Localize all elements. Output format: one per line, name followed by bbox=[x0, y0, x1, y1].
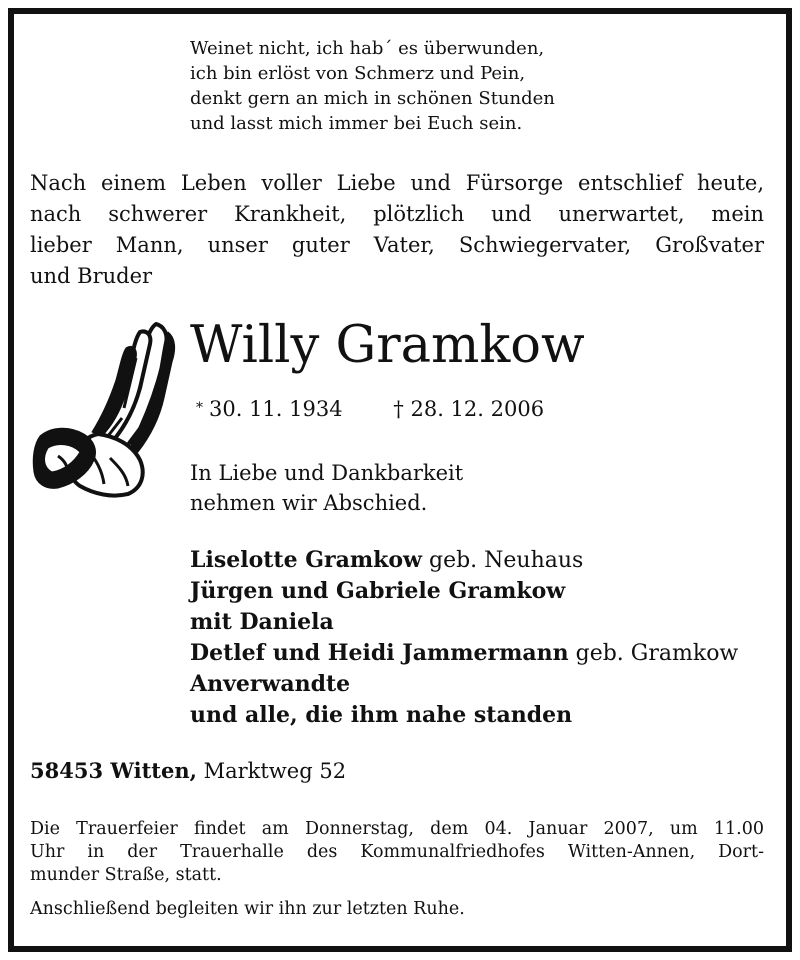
family-member-name: Liselotte Gramkow bbox=[190, 547, 422, 573]
death-symbol: † bbox=[393, 397, 404, 421]
family-member-note: geb. Gramkow bbox=[568, 641, 739, 666]
address-city: 58453 Witten, bbox=[30, 758, 197, 783]
birth-date: 30. 11. 1934 bbox=[209, 397, 343, 421]
farewell-line: nehmen wir Abschied. bbox=[190, 491, 428, 515]
address bbox=[30, 756, 346, 786]
intro-line: nach schwerer Krankheit, plötzlich und unerwartet, mein bbox=[30, 202, 764, 226]
intro-line: und Bruder bbox=[30, 264, 153, 288]
poem bbox=[190, 36, 555, 136]
poem-line: und lasst mich immer bei Euch sein. bbox=[190, 113, 523, 134]
death-date: 28. 12. 2006 bbox=[410, 397, 545, 421]
intro-text bbox=[30, 168, 764, 292]
family-member-name: und alle, die ihm nahe standen bbox=[190, 702, 573, 728]
family-member bbox=[190, 700, 738, 731]
poem-line: ich bin erlöst von Schmerz und Pein, bbox=[190, 63, 526, 84]
farewell-text bbox=[190, 458, 463, 518]
address-street: Marktweg 52 bbox=[196, 759, 347, 783]
poem-line: denkt gern an mich in schönen Stunden bbox=[190, 88, 555, 109]
intro-line: Nach einem Leben voller Liebe und Fürsorge entschlief heute, bbox=[30, 171, 764, 195]
family-member bbox=[190, 576, 738, 607]
family-member-name: mit Daniela bbox=[190, 609, 334, 635]
family-member-note: geb. Neuhaus bbox=[422, 548, 584, 573]
family-member bbox=[190, 545, 738, 576]
praying-hands-icon bbox=[28, 318, 178, 498]
birth-symbol: * bbox=[196, 400, 203, 416]
funeral-info bbox=[30, 818, 764, 887]
family-member-name: Jürgen und Gabriele Gramkow bbox=[190, 578, 566, 604]
farewell-line: In Liebe und Dankbarkeit bbox=[190, 461, 464, 485]
intro-line: lieber Mann, unser guter Vater, Schwiegervater, Großvater bbox=[30, 233, 764, 257]
family-member bbox=[190, 607, 738, 638]
closing-text: Anschließend begleiten wir ihn zur letzten Ruhe. bbox=[30, 899, 465, 919]
family-member bbox=[190, 638, 738, 669]
funeral-line: Die Trauerfeier findet am Donnerstag, dem 04. Januar 2007, um 11.00 bbox=[30, 819, 764, 839]
funeral-line: Uhr in der Trauerhalle des Kommunalfriedhofes Witten-Annen, Dort- bbox=[30, 842, 764, 862]
family-list bbox=[190, 545, 738, 731]
funeral-line: munder Straße, statt. bbox=[30, 865, 222, 885]
family-member bbox=[190, 669, 738, 700]
family-member-name: Anverwandte bbox=[190, 671, 351, 697]
life-dates bbox=[196, 393, 544, 424]
deceased-name: Willy Gramkow bbox=[190, 316, 585, 375]
poem-line: Weinet nicht, ich hab´ es überwunden, bbox=[190, 38, 545, 59]
family-member-name: Detlef und Heidi Jammermann bbox=[190, 640, 569, 666]
